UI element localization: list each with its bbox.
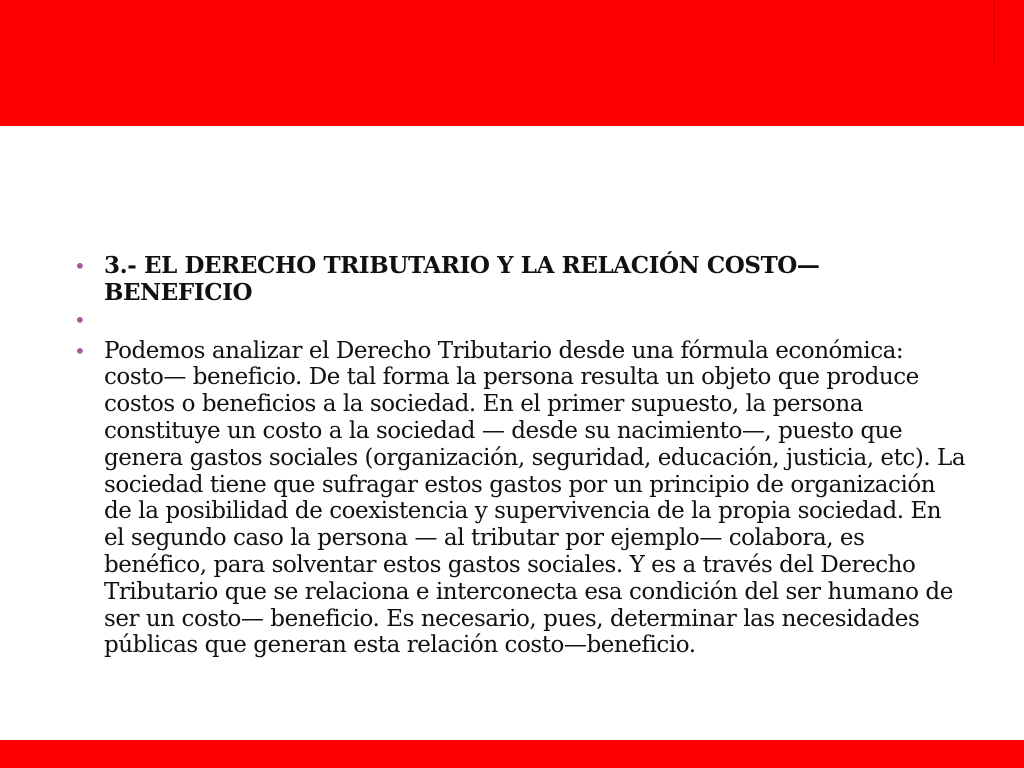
bullet-dot-icon: • — [74, 254, 86, 278]
bottom-red-band — [0, 740, 1024, 768]
bullet-empty-item — [68, 307, 968, 338]
top-red-band — [0, 0, 1024, 126]
bullet-body-item — [68, 338, 968, 660]
top-band-divider — [993, 0, 995, 64]
bullet-dot-icon: • — [74, 338, 86, 363]
bullet-dot-icon: • — [74, 307, 86, 332]
slide-heading: 3.- EL DERECHO TRIBUTARIO Y LA RELACIÓN COSTO— BENEFICIO — [104, 252, 820, 306]
slide-body-text: Podemos analizar el Derecho Tributario desde una fórmula económica: costo— beneficio. De tal forma la persona resulta un objeto que produce costos o beneficios a la sociedad. En el primer supuesto, la persona constituye un costo a la sociedad — desde su nacimiento—, puesto que genera gastos sociales (organización, seguridad, educación, justicia, etc). La sociedad tiene que sufragar estos gastos por un principio de organización de la posibilidad de coexistencia y supervivencia de la propia sociedad. En el segundo caso la persona — al tributar por ejemplo— colabora, es benéfico, para solventar estos gastos sociales. Y es a través del Derecho Tributario que se relaciona e interconecta esa condición del ser humano de ser un costo— beneficio. Es necesario, pues, determinar las necesidades públicas que generan esta relación costo—beneficio. — [104, 337, 966, 659]
bullet-heading-item — [68, 253, 968, 307]
slide-bullet-list — [68, 253, 968, 659]
